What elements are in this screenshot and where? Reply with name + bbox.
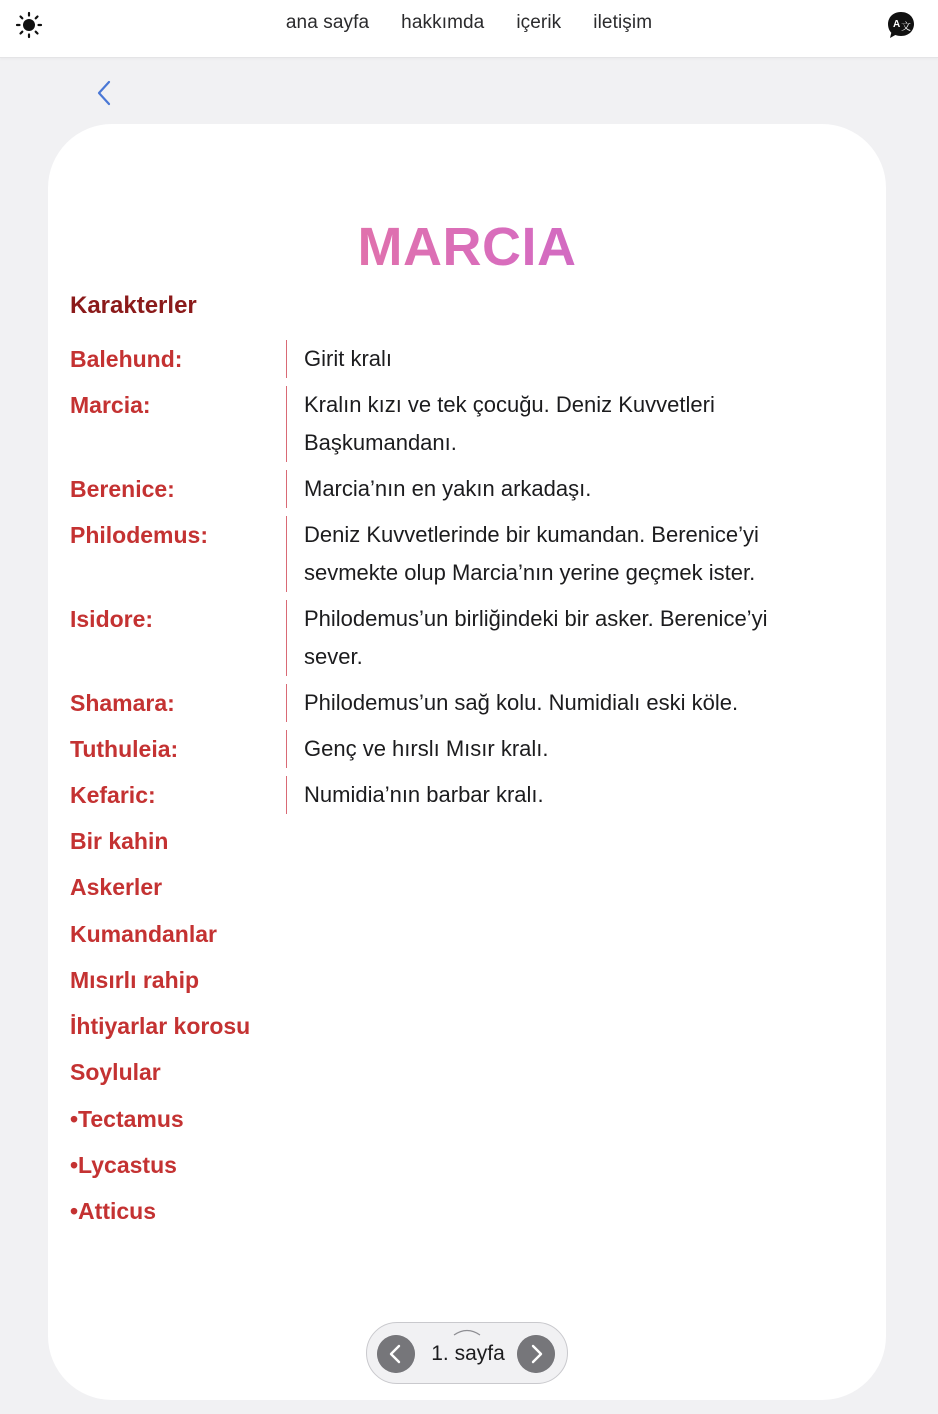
character-description: Girit kralı bbox=[286, 340, 806, 378]
character-name: Shamara: bbox=[70, 690, 175, 716]
character-row bbox=[70, 730, 870, 768]
content-card bbox=[48, 124, 886, 1400]
chevron-up-icon[interactable] bbox=[453, 1328, 481, 1336]
nav-contact[interactable]: iletişim bbox=[593, 12, 653, 33]
character-list bbox=[70, 340, 870, 822]
extra-character: Kumandanlar bbox=[70, 920, 217, 947]
page-navigator bbox=[366, 1322, 568, 1384]
character-description: Marcia’nın en yakın arkadaşı. bbox=[286, 470, 806, 508]
character-name: Marcia: bbox=[70, 392, 151, 418]
extra-character: Bir kahin bbox=[70, 828, 169, 854]
page-indicator: 1. sayfa bbox=[431, 1342, 505, 1365]
section-heading: Karakterler bbox=[70, 292, 197, 319]
character-name: Kefaric: bbox=[70, 782, 156, 808]
extra-character-list bbox=[70, 822, 250, 1239]
character-description: Genç ve hırslı Mısır kralı. bbox=[286, 730, 806, 768]
character-description: Numidia’nın barbar kralı. bbox=[286, 776, 806, 814]
character-description: Philodemus’un birliğindeki bir asker. Berenice’yi sever. bbox=[286, 600, 806, 676]
character-row bbox=[70, 386, 870, 462]
extra-character: Soylular bbox=[70, 1059, 161, 1086]
character-name: Berenice: bbox=[70, 476, 175, 502]
extra-character: İhtiyarlar korosu bbox=[70, 1013, 251, 1040]
nav-home[interactable]: ana sayfa bbox=[285, 12, 370, 33]
character-row bbox=[70, 470, 870, 508]
character-name: Isidore: bbox=[70, 606, 154, 632]
extra-character: Mısırlı rahip bbox=[70, 966, 200, 993]
character-row bbox=[70, 340, 870, 378]
character-name: Philodemus: bbox=[70, 522, 209, 548]
svg-text:A: A bbox=[893, 19, 901, 30]
top-bar bbox=[0, 0, 938, 58]
translate-icon[interactable] bbox=[886, 10, 916, 40]
page-title: MARCIA bbox=[48, 216, 886, 278]
character-row bbox=[70, 776, 870, 814]
character-description: Philodemus’un sağ kolu. Numidialı eski köle. bbox=[286, 684, 806, 722]
extra-character: •Tectamus bbox=[70, 1105, 184, 1132]
next-page-button[interactable] bbox=[517, 1335, 555, 1373]
nav-contents[interactable]: içerik bbox=[516, 12, 562, 33]
character-row bbox=[70, 600, 870, 676]
previous-page-button[interactable] bbox=[377, 1335, 415, 1373]
character-name: Balehund: bbox=[70, 346, 183, 372]
svg-text:文: 文 bbox=[901, 22, 911, 33]
extra-character: Askerler bbox=[70, 874, 163, 901]
character-description: Deniz Kuvvetlerinde bir kumandan. Berenice’yi sevmekte olup Marcia’nın yerine geçmek ister. bbox=[286, 516, 806, 592]
character-name: Tuthuleia: bbox=[70, 736, 179, 762]
extra-character: •Atticus bbox=[70, 1198, 157, 1225]
character-description: Kralın kızı ve tek çocuğu. Deniz Kuvvetleri Başkumandanı. bbox=[286, 386, 806, 462]
main-nav bbox=[0, 12, 938, 34]
character-row bbox=[70, 516, 870, 592]
character-row bbox=[70, 684, 870, 722]
extra-character: •Lycastus bbox=[70, 1152, 177, 1179]
chevron-left-icon[interactable] bbox=[92, 78, 118, 108]
nav-about[interactable]: hakkımda bbox=[401, 12, 485, 33]
